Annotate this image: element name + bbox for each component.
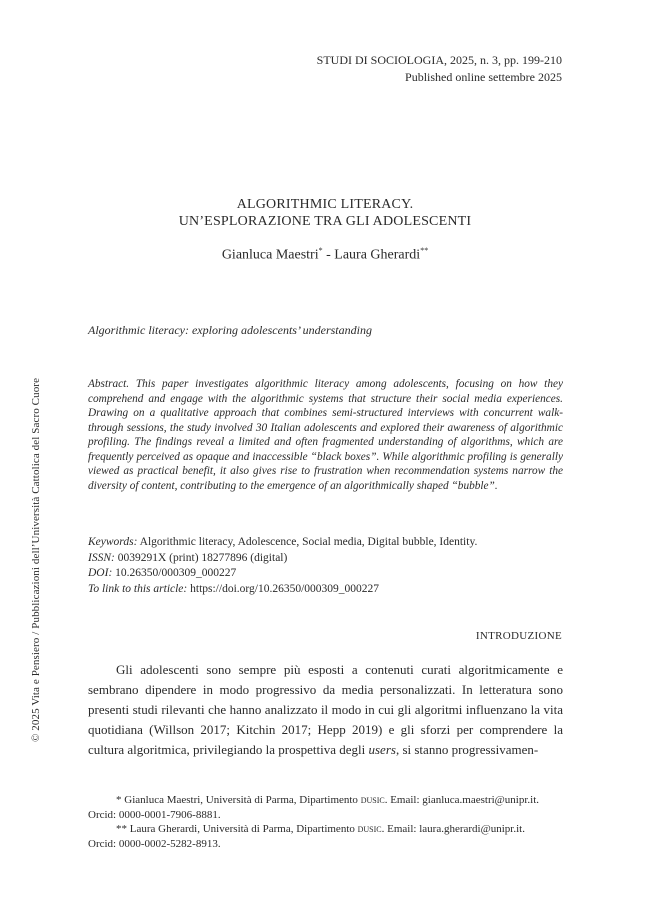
issn-row: [88, 551, 563, 567]
keywords-row: [88, 535, 563, 551]
footnote-2-email: . Email: laura.gherardi@unipr.it.: [381, 823, 525, 835]
journal-header: [317, 52, 562, 86]
section-heading: INTRODUZIONE: [475, 630, 562, 642]
abstract-label: Abstract.: [88, 378, 130, 390]
body-text-part-2: , si stanno progressivamen-: [395, 742, 539, 757]
footnotes: [88, 793, 563, 851]
footnote-2-orcid: Orcid: 0000-0002-5282-8913.: [88, 837, 221, 850]
english-title: Algorithmic literacy: exploring adolescents’ understanding: [88, 323, 372, 337]
doi-label: DOI:: [88, 567, 113, 579]
abstract-text: This paper investigates algorithmic literacy among adolescents, focusing on how they comprehend and engage with the algorithmic systems that structure their social media experiences. Drawing on a qualitative approach that combines semi-structured interviews with concurrent walk-through sessions, the study involved 30 Italian adolescents and explored their awareness of algorithmic profiling. The findings reveal a limited and often fragmented understanding of algorithms, which are frequently perceived as opaque and inaccessible “black boxes”. While algorithmic profiling is generally viewed as practical benefit, it also gives rise to frustration when recommendation systems narrow the diversity of content, contributing to the emergence of an algorithmically shaped “bubble”.: [88, 378, 563, 492]
author-2-mark: **: [420, 246, 429, 255]
body-paragraph: [88, 660, 563, 760]
footnote-1-email: . Email: gianluca.maestri@unipr.it.: [384, 794, 540, 806]
copyright-sidebar: © 2025 Vita e Pensiero / Pubblicazioni dell’Università Cattolica del Sacro Cuore: [30, 377, 42, 742]
published-date: Published online settembre 2025: [405, 70, 562, 84]
issn: 0039291X (print) 18277896 (digital): [117, 551, 288, 564]
article-title: [0, 196, 650, 230]
body-users: users: [368, 742, 396, 757]
author-1: Gianluca Maestri: [221, 247, 319, 263]
article-link[interactable]: https://doi.org/10.26350/000309_000227: [190, 582, 380, 595]
authors: [0, 246, 650, 264]
link-row: [88, 582, 563, 598]
footnote-1-text: * Gianluca Maestri, Università di Parma, Dipartimento: [116, 794, 361, 806]
footnote-2: [88, 822, 563, 837]
keywords: Algorithmic literacy, Adolescence, Social media, Digital bubble, Identity.: [139, 536, 478, 548]
title-line-2: UN’ESPLORAZIONE TRA GLI ADOLESCENTI: [178, 214, 472, 229]
author-separator: -: [322, 247, 335, 263]
issn-label: ISSN:: [88, 551, 115, 564]
abstract: [88, 377, 563, 493]
author-1-mark: *: [318, 246, 323, 255]
title-line-1: ALGORITHMIC LITERACY.: [236, 197, 414, 212]
link-label: To link to this article:: [88, 582, 188, 595]
footnote-2-text: ** Laura Gherardi, Università di Parma, Dipartimento: [116, 823, 358, 835]
doi-row: [88, 566, 563, 582]
doi: 10.26350/000309_000227: [115, 567, 237, 579]
article-metadata: [88, 535, 563, 597]
footnote-1-dept: dusic: [360, 794, 385, 806]
footnote-1-orcid: Orcid: 0000-0001-7906-8881.: [88, 808, 221, 821]
body-text-part-1: Gli adolescenti sono sempre più esposti a contenuti curati algoritmicamente e sembrano dipendere in modo progressivo da media personalizzati. In letteratura sono presenti studi rilevanti che hanno analizzato il modo in cui gli algoritmi influenzano la vita quotidiana (Willson 2017; Kitchin 2017; Hepp 2019) e gli sforzi per comprendere la cultura algoritmica, privilegiando la prospettiva degli: [88, 662, 563, 757]
footnote-1: [88, 793, 563, 808]
footnote-2-dept: dusic: [357, 823, 382, 835]
author-2: Laura Gherardi: [334, 247, 421, 263]
journal-citation: STUDI DI SOCIOLOGIA, 2025, n. 3, pp. 199-210: [316, 53, 562, 67]
keywords-label: Keywords:: [88, 536, 138, 548]
